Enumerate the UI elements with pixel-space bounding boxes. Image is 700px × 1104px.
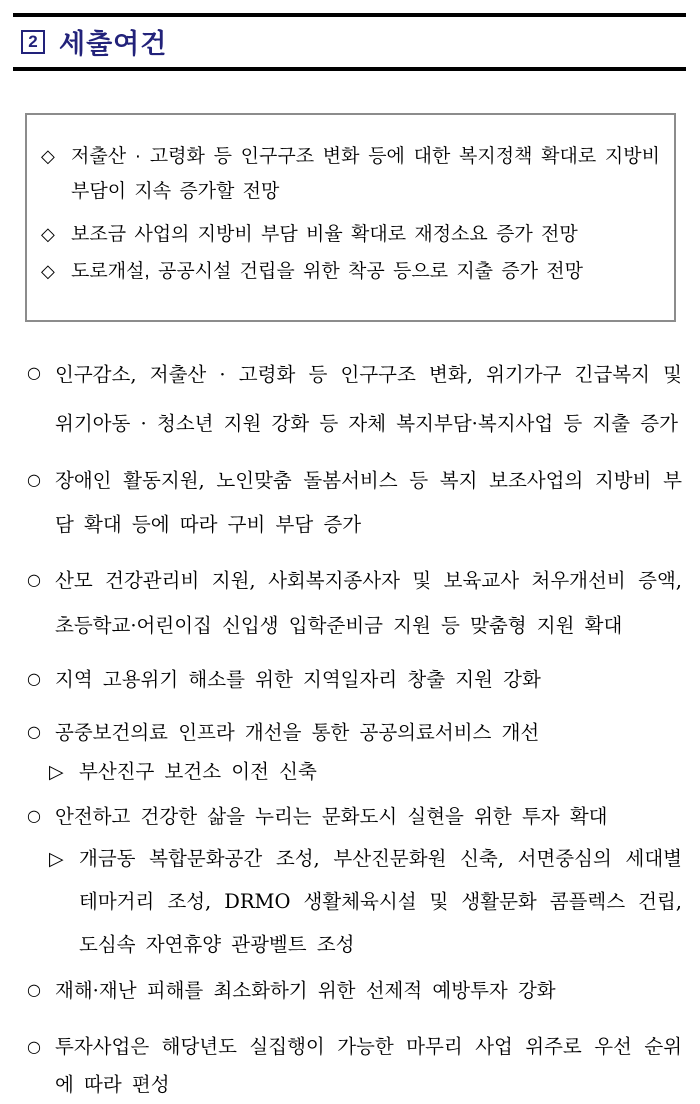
callout-item (41, 217, 660, 252)
double-rule-bottom (13, 67, 686, 71)
list-item-text: 투자사업은 해당년도 실집행이 가능한 마무리 사업 위주로 우선 순위에 따라 편성 (55, 1034, 682, 1096)
sub-list-item-text: 개금동 복합문화공간 조성, 부산진문화원 신축, 서면중심의 세대별 테마거리 조성, DRMO 생활체육시설 및 생활문화 콤플렉스 건립, 도심속 자연휴양 관광벨트 조성 (79, 846, 682, 956)
list-item-text: 재해·재난 피해를 최소화하기 위한 선제적 예방투자 강화 (55, 978, 556, 1002)
list-item-text: 공중보건의료 인프라 개선을 통한 공공의료서비스 개선 (55, 720, 540, 744)
sub-list-item (49, 838, 682, 967)
list-item-text: 인구감소, 저출산 · 고령화 등 인구구조 변화, 위기가구 긴급복지 및 위기아동 · 청소년 지원 강화 등 자체 복지부담·복지사업 등 지출 증가 (55, 362, 682, 436)
list-item-text: 산모 건강관리비 지원, 사회복지종사자 및 보육교사 처우개선비 증액, 초등학교·어린이집 신입생 입학준비금 지원 등 맞춤형 지원 확대 (55, 568, 682, 637)
list-item (27, 715, 682, 750)
diamond-bullet-icon: ◇ (41, 261, 55, 282)
list-item (27, 1028, 682, 1104)
list-item (27, 559, 682, 649)
title-block (13, 13, 686, 71)
callout-item (41, 254, 660, 289)
diamond-bullet-icon: ◇ (41, 146, 55, 166)
section-number-box: 2 (21, 30, 45, 54)
circle-bullet-icon: ○ (27, 979, 41, 999)
circle-bullet-icon: ○ (27, 362, 41, 382)
circle-bullet-icon: ○ (27, 470, 41, 489)
list-item (27, 799, 682, 834)
list-item-text: 지역 고용위기 해소를 위한 지역일자리 창출 지원 강화 (55, 668, 541, 692)
list-item (27, 459, 682, 547)
callout-item-text: 보조금 사업의 지방비 부담 비율 확대로 재정소요 증가 전망 (71, 224, 578, 246)
sub-list-item-text: 부산진구 보건소 이전 신축 (79, 759, 317, 783)
list-item-text: 장애인 활동지원, 노인맞춤 돌봄서비스 등 복지 보조사업의 지방비 부담 확대 등에 따라 구비 부담 증가 (55, 469, 682, 536)
page-title: 세출여건 (59, 29, 168, 59)
list-item-text: 안전하고 건강한 삶을 누리는 문화도시 실현을 위한 투자 확대 (55, 804, 608, 828)
circle-bullet-icon: ○ (27, 805, 41, 825)
callout-item-text: 저출산 · 고령화 등 인구구조 변화 등에 대한 복지정책 확대로 지방비 부담이 지속 증가할 전망 (71, 146, 660, 203)
circle-bullet-icon: ○ (27, 669, 41, 689)
callout-item (41, 139, 660, 209)
body-content (27, 350, 682, 1104)
summary-callout-box (25, 113, 676, 322)
circle-bullet-icon: ○ (27, 1036, 41, 1056)
sub-list-item (49, 754, 682, 789)
triangle-bullet-icon: ▷ (49, 847, 64, 870)
triangle-bullet-icon: ▷ (49, 760, 64, 783)
list-item (27, 662, 682, 697)
diamond-bullet-icon: ◇ (41, 224, 55, 245)
list-item (27, 973, 682, 1008)
callout-item-text: 도로개설, 공공시설 건립을 위한 착공 등으로 지출 증가 전망 (71, 261, 584, 283)
circle-bullet-icon: ○ (27, 569, 41, 589)
list-item (27, 350, 682, 449)
circle-bullet-icon: ○ (27, 721, 41, 741)
title-row (13, 17, 686, 67)
